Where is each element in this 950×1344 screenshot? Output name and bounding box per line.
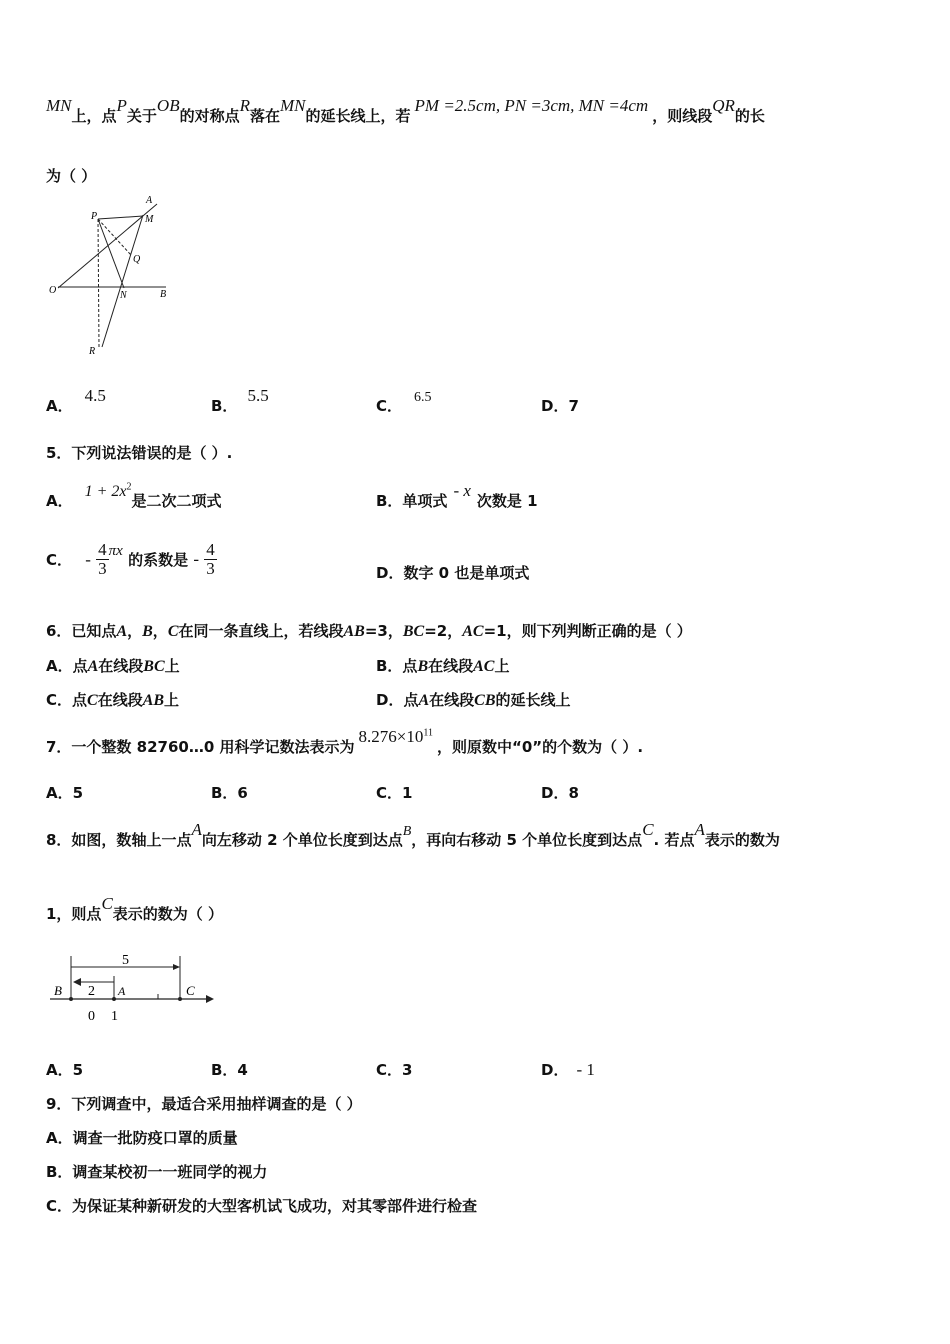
- q8-option-b[interactable]: B．4: [211, 1061, 248, 1079]
- q8-axis-arrow: [206, 995, 214, 1003]
- q4-t4: 落在: [250, 107, 281, 125]
- q8-point-b: [69, 997, 73, 1001]
- q4-line-rm: [102, 215, 143, 347]
- q4-ob: OB: [156, 96, 180, 115]
- q5-stem: 5．下列说法错误的是（ ）.: [46, 444, 233, 462]
- q4-option-d[interactable]: D．7: [541, 397, 579, 415]
- q8-label-b: B: [54, 983, 62, 998]
- q5-c-tail: πx: [108, 543, 123, 559]
- q8-label-two: 2: [88, 984, 95, 999]
- q4-qr: QR: [712, 96, 735, 115]
- q8-number-line-figure: [48, 948, 216, 1028]
- q4-mn2: MN: [280, 96, 306, 115]
- q8-point-a: [112, 997, 116, 1001]
- q4-r: R: [239, 96, 250, 115]
- q4-label-p: P: [91, 211, 98, 222]
- q6-stem: 6．已知点A，B，C在同一条直线上，若线段AB=3，BC=2，AC=1，则下列判断正确的是（ ）: [46, 622, 692, 640]
- q4-option-b[interactable]: B．5.5: [211, 386, 269, 415]
- q4-stem-line2: 为（ ）: [46, 167, 97, 185]
- q4-t7: 的长: [734, 107, 765, 125]
- q4-t2: 关于: [126, 107, 157, 125]
- q4-option-a-value: 4.5: [84, 386, 106, 405]
- q7-stem: 7．一个整数 82760…0 用科学记数法表示为$8.276\times 10^{11}$，则原数中“0”的个数为（ ）.: [46, 727, 644, 756]
- q5-c-fraction2: $\frac{4}{3}$: [206, 540, 215, 578]
- q4-line-pr: [98, 219, 99, 347]
- q4-label-o: O: [49, 285, 57, 296]
- q7-option-c[interactable]: C．1: [376, 784, 413, 802]
- q8-label-c: C: [186, 983, 195, 998]
- q4-option-b-value: 5.5: [247, 386, 269, 405]
- q5-option-a[interactable]: A．$1 + 2x^2$是二次二项式: [46, 481, 222, 510]
- q6-option-a[interactable]: A．点A在线段BC上: [46, 657, 180, 675]
- q7-option-d[interactable]: D．8: [541, 784, 579, 802]
- q8-point-c: [178, 997, 182, 1001]
- q4-t1: 上，点: [71, 107, 117, 125]
- q5-c-sign2: -: [193, 549, 199, 569]
- q6-option-c[interactable]: C．点C在线段AB上: [46, 691, 180, 709]
- q4-label-r: R: [89, 346, 96, 357]
- q4-stem-line1: [46, 96, 765, 126]
- q4-label-n: N: [120, 290, 127, 301]
- q8-option-c[interactable]: C．3: [376, 1061, 413, 1079]
- q8-arrow-five-head: [173, 964, 180, 970]
- q8-option-a[interactable]: A．5: [46, 1061, 84, 1079]
- q4-option-d-value: 7: [568, 397, 579, 415]
- q8-option-d-value: - 1: [576, 1060, 595, 1079]
- q4-mn: MN: [46, 96, 72, 115]
- q7-option-b[interactable]: B．6: [211, 784, 248, 802]
- q4-option-a[interactable]: A．4.5: [46, 386, 106, 415]
- q4-line-pm: [98, 216, 143, 219]
- q4-label-m: M: [145, 214, 154, 225]
- q5-option-d[interactable]: D．数字 0 也是单项式: [376, 564, 530, 582]
- q6-option-d[interactable]: D．点A在线段CB的延长线上: [376, 691, 571, 709]
- q9-option-b[interactable]: B．调查某校初一一班同学的视力: [46, 1163, 268, 1181]
- q7-option-a[interactable]: A．5: [46, 784, 84, 802]
- q4-t3: 的对称点: [179, 107, 240, 125]
- q7-sci-notation: $8.276\times 10^{11}$: [358, 727, 433, 746]
- q8-arrow-two-head: [73, 978, 81, 986]
- q5-c-fraction: $\frac{4}{3}$: [98, 540, 107, 578]
- q4-geometry-figure: [44, 192, 184, 358]
- q8-option-d[interactable]: D． - 1: [541, 1060, 595, 1079]
- q8-label-a: A: [118, 984, 126, 998]
- q4-line-pn: [98, 219, 124, 288]
- q4-p: P: [116, 96, 127, 115]
- q5-c-sign: -: [85, 549, 91, 569]
- q5-option-b[interactable]: B．单项式- x次数是 1: [376, 481, 538, 510]
- q8-label-zero: 0: [88, 1009, 95, 1024]
- q4-label-b: B: [160, 289, 167, 300]
- q5-a-expr: $1 + 2x^2$: [84, 481, 132, 500]
- q9-stem: 9．下列调查中，最适合采用抽样调查的是（ ）: [46, 1095, 362, 1113]
- q8-label-one: 1: [111, 1009, 118, 1024]
- q8-stem-line1: 8．如图，数轴上一点A向左移动 2 个单位长度到达点B，再向右移动 5 个单位长度到达点C. 若点A表示的数为: [46, 820, 780, 849]
- q4-label-q: Q: [133, 254, 141, 265]
- q4-label-a: A: [146, 195, 153, 206]
- q8-label-five: 5: [122, 953, 129, 968]
- q4-t5: 的延长线上，若: [305, 107, 411, 125]
- q6-option-b[interactable]: B．点B在线段AC上: [376, 657, 510, 675]
- q9-option-a[interactable]: A．调查一批防疫口罩的质量: [46, 1129, 238, 1147]
- q8-stem-line2: 1，则点C表示的数为（ ）: [46, 894, 224, 923]
- q9-option-c[interactable]: C．为保证某种新研发的大型客机试飞成功，对其零部件进行检查: [46, 1197, 478, 1215]
- q4-t6: ，则线段: [652, 107, 713, 125]
- q5-option-c[interactable]: C． - $\frac{4}{3}$ πx 的系数是 - $\frac{4}{3}$: [46, 540, 215, 578]
- q4-option-c[interactable]: C． 6.5: [376, 390, 432, 415]
- q4-option-c-value: 6.5: [414, 390, 432, 405]
- q5-b-expr: - x: [453, 481, 471, 500]
- q4-condition: PM =2.5cm, PN =3cm, MN =4cm: [414, 96, 649, 115]
